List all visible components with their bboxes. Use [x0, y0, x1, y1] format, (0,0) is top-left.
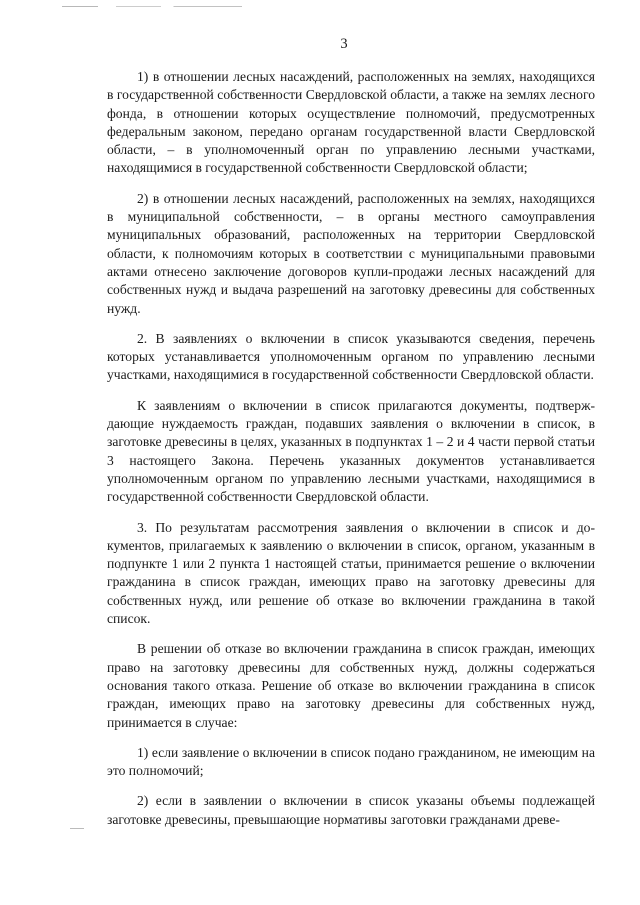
page-number: 3	[340, 36, 348, 52]
paragraph-5: 3. По результатам рассмотрения заявления о включении в список и документов, прилагаемых к заявлению о включении в список, органом, указанным в подпункте 1 или 2 пункта 1 настоящей статьи, принимается решение о включении гражданина в список граждан, имеющих право на заготовку древесины для собственных нужд, или решение об отказе во включении гражданина в такой список.	[107, 519, 595, 627]
scan-artifact-line	[62, 6, 242, 7]
paragraph-7: 1) если заявление о включении в список подано гражданином, не имеющим на это полномочий;	[107, 744, 595, 779]
paragraph-2: 2) в отношении лесных насаждений, расположенных на землях, находящихся в муниципальной собственности, – в органы местного самоуправления муниципальных образований, расположенных на территории Свердловской области, к полномочиям которых в соответствии с муниципальными правовыми актами отнесено заключение договоров купли-продажи лесных насаждений для собственных нужд и выдача разрешений на заготовку древесины для собственных нужд.	[107, 190, 595, 316]
paragraph-4: К заявлениям о включении в список прилагаются документы, подтверждающие нуждаемость граждан, подавших заявления о включении в список, в заготовке древесины в целях, указанных в подпунктах 1 – 2 и 4 части первой статьи 3 настоящего Закона. Перечень указанных документов устанавливается уполномоченным органом по управлению лесными участками, находящимися в государственной собственности Свердловской области.	[107, 397, 595, 505]
scan-artifact-mark	[70, 828, 84, 829]
paragraph-8: 2) если в заявлении о включении в список указаны объемы подлежащей заготовке древесины, превышающие нормативы заготовки гражданами древе-	[107, 793, 595, 827]
paragraph-1: 1) в отношении лесных насаждений, расположенных на землях, находящихся в государственной собственности Свердловской области, а также на землях лесного фонда, в отношении которых осуществление полномочий, предусмотренных федеральным законом, передано органам государственной власти Свердловской области, – в уполномоченный орган по управлению лесными участками, находящимися в государственной собственности Свердловской области;	[107, 69, 595, 176]
paragraph-6: В решении об отказе во включении гражданина в список граждан, имеющих право на заготовку древесины для собственных нужд, должны содержаться основания такого отказа. Решение об отказе во включении гражданина в список граждан, имеющих право на заготовку древесины для собственных нужд, принимается в случае:	[107, 641, 595, 730]
document-body	[107, 68, 595, 841]
paragraph-3: 2. В заявлениях о включении в список указываются сведения, перечень которых устанавливается уполномоченным органом по управлению лесными участками, находящимися в государственной собственности Свердловской области.	[107, 330, 595, 383]
